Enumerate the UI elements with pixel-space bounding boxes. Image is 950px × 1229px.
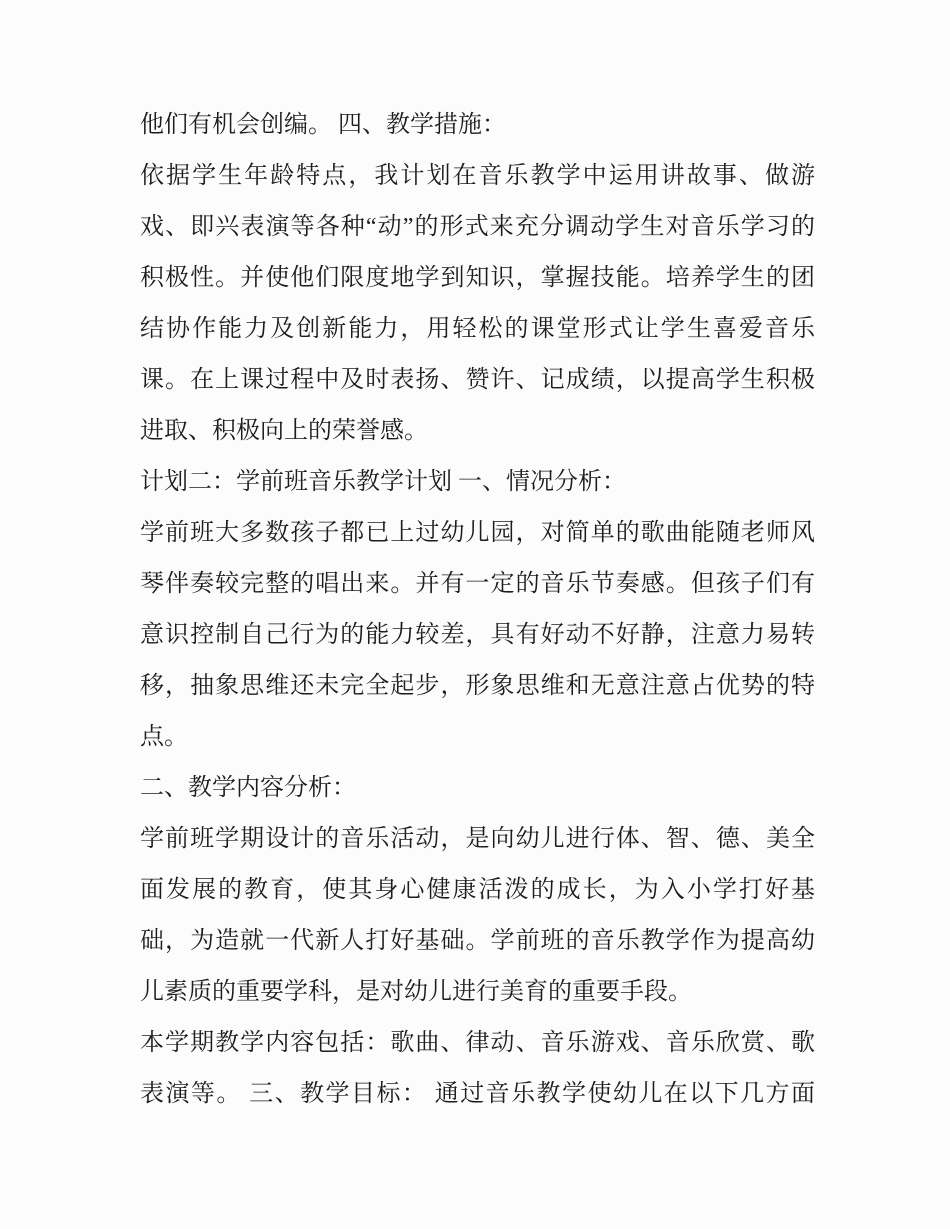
text-line: 结协作能力及创新能力，用轻松的课堂形式让学生喜爱音乐: [140, 316, 815, 342]
text-line: 课。在上课过程中及时表扬、赞许、记成绩，以提高学生积极: [140, 367, 815, 393]
text-line: 依据学生年龄特点，我计划在音乐教学中运用讲故事、做游: [140, 163, 815, 189]
text-line: 儿素质的重要学科，是对幼儿进行美育的重要手段。: [140, 979, 692, 1005]
text-line: 二、教学内容分析：: [140, 775, 356, 801]
text-line: 表演等。 三、教学目标： 通过音乐教学使幼儿在以下几方面: [140, 1081, 815, 1107]
text-line: 本学期教学内容包括：歌曲、律动、音乐游戏、音乐欣赏、歌: [140, 1030, 815, 1056]
text-line: 积极性。并使他们限度地学到知识，掌握技能。培养学生的团: [140, 265, 815, 291]
text-line: 琴伴奏较完整的唱出来。并有一定的音乐节奏感。但孩子们有: [140, 571, 815, 597]
text-line: 移，抽象思维还未完全起步，形象思维和无意注意占优势的特: [140, 673, 815, 699]
text-line: 点。: [140, 724, 188, 750]
text-line: 面发展的教育，使其身心健康活泼的成长，为入小学打好基: [140, 877, 815, 903]
text-line: 学前班大多数孩子都已上过幼儿园，对简单的歌曲能随老师风: [140, 520, 815, 546]
text-line: 学前班学期设计的音乐活动，是向幼儿进行体、智、德、美全: [140, 826, 815, 852]
document-text-body: [140, 100, 815, 1120]
text-line: 进取、积极向上的荣誉感。: [140, 418, 428, 444]
text-line: 础，为造就一代新人打好基础。学前班的音乐教学作为提高幼: [140, 928, 815, 954]
text-line: 意识控制自己行为的能力较差，具有好动不好静，注意力易转: [140, 622, 815, 648]
text-line: 他们有机会创编。 四、教学措施：: [140, 112, 506, 138]
text-line: 戏、即兴表演等各种“动”的形式来充分调动学生对音乐学习的: [140, 214, 815, 240]
text-line: 计划二：学前班音乐教学计划 一、情况分析：: [140, 469, 626, 495]
